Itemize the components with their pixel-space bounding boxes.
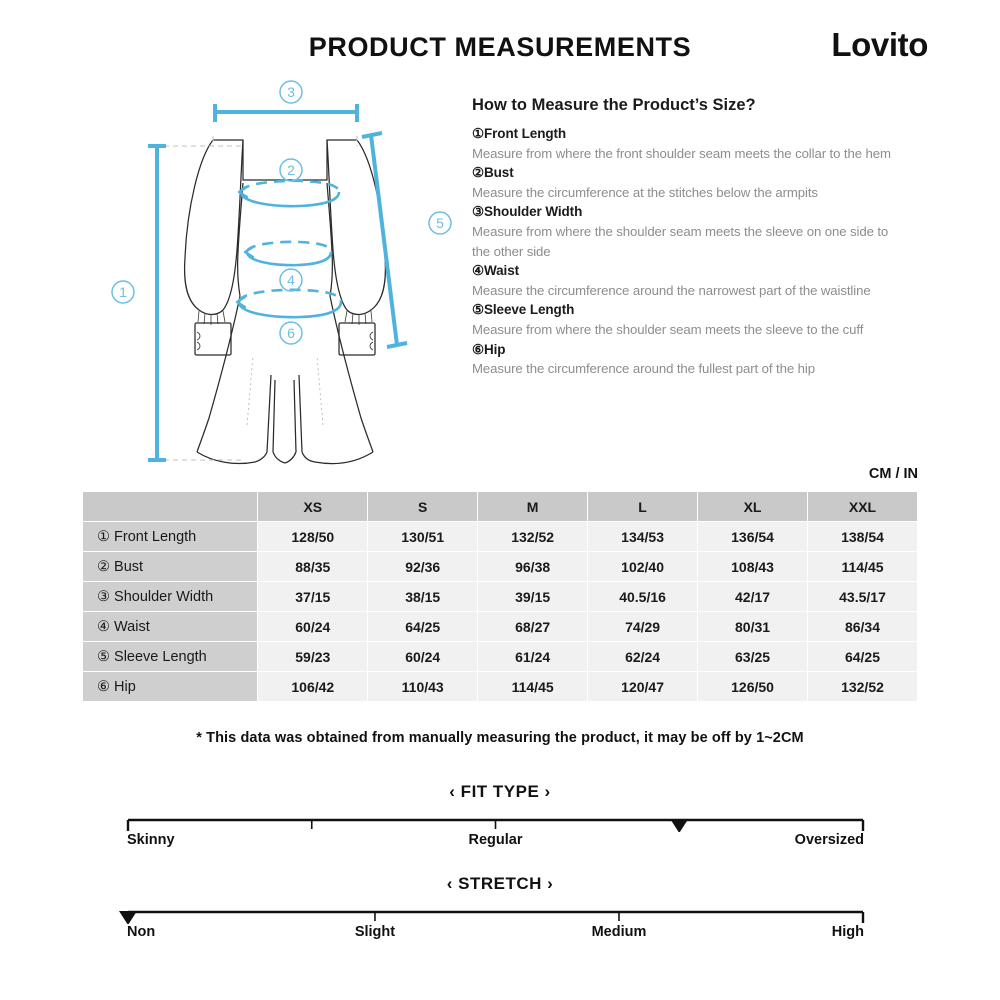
svg-text:3: 3 (287, 84, 295, 100)
size-table-row (83, 582, 917, 611)
size-table-row (83, 642, 917, 671)
stretch-label: Slight (354, 924, 396, 940)
measurement-overlay (112, 81, 451, 460)
svg-text:4: 4 (287, 272, 295, 288)
measurement-cell: 134/53 (588, 522, 697, 551)
hem-scallop-4 (285, 452, 296, 463)
measurement-cell: 120/47 (588, 672, 697, 701)
dress-illustration (95, 80, 475, 470)
marker-2 (280, 159, 302, 181)
how-to-term: ⑥Hip (472, 341, 506, 357)
measurement-cell: 108/43 (698, 552, 807, 581)
measurement-cell: 96/38 (478, 552, 587, 581)
size-table-row (83, 522, 917, 551)
godet-seam-3 (294, 380, 296, 452)
measurement-cell: 64/25 (808, 642, 917, 671)
right-cuff (339, 323, 375, 355)
shoulder-width-dimension (215, 104, 357, 122)
stretch-marker (119, 911, 137, 924)
measurement-cell: 132/52 (808, 672, 917, 701)
waist-dimension (245, 242, 331, 265)
fit-type-title: ‹ FIT TYPE › (449, 782, 551, 801)
how-to-description: Measure the circumference around the narrowest part of the waistline (472, 282, 871, 298)
measurement-cell: 59/23 (258, 642, 367, 671)
measurement-row-label: ① Front Length (83, 522, 257, 551)
stretch-label: Medium (591, 924, 647, 940)
left-cuff (195, 323, 231, 355)
measurement-cell: 132/52 (478, 522, 587, 551)
how-to-measure-title: How to Measure the Product’s Size? (472, 96, 756, 114)
hip-dimension (237, 290, 341, 317)
hem-scallop-3 (273, 452, 285, 463)
measurement-cell: 106/42 (258, 672, 367, 701)
how-to-description: Measure from where the front shoulder seam meets the collar to the hem (472, 145, 891, 161)
measurement-cell: 136/54 (698, 522, 807, 551)
stretch-title: ‹ STRETCH › (446, 874, 554, 893)
fit-type-labels (0, 832, 1000, 854)
measurement-cell: 64/25 (368, 612, 477, 641)
measurement-disclaimer: * This data was obtained from manually measuring the product, it may be off by 1~2CM (196, 730, 804, 746)
measurement-cell: 86/34 (808, 612, 917, 641)
bust-dimension (239, 181, 339, 206)
measurement-cell: 37/15 (258, 582, 367, 611)
how-to-measure-list (472, 124, 897, 379)
size-table-header-row (83, 492, 917, 521)
godet-seam-2 (273, 380, 275, 452)
fit-type-axis (0, 802, 1000, 832)
hem-scallop-2 (255, 452, 267, 462)
measurement-cell: 102/40 (588, 552, 697, 581)
measurement-cell: 114/45 (478, 672, 587, 701)
svg-text:2: 2 (287, 162, 295, 178)
measurement-cell: 61/24 (478, 642, 587, 671)
size-table-body (83, 522, 917, 701)
size-column-header: L (588, 492, 697, 521)
measurement-cell: 60/24 (368, 642, 477, 671)
how-to-description: Measure the circumference around the fullest part of the hip (472, 361, 815, 377)
stretch-label: Non (127, 924, 156, 940)
measurement-cell: 138/54 (808, 522, 917, 551)
brand-logo: Lovito (831, 26, 928, 63)
measurement-cell: 39/15 (478, 582, 587, 611)
how-to-description: Measure from where the shoulder seam meets the sleeve on one side to the other side (472, 223, 889, 259)
how-to-term: ④Waist (472, 263, 520, 279)
measurement-cell: 60/24 (258, 612, 367, 641)
stretch-label: High (831, 924, 864, 940)
measurement-cell: 38/15 (368, 582, 477, 611)
measurement-cell: 42/17 (698, 582, 807, 611)
how-to-term: ⑤Sleeve Length (472, 302, 575, 318)
stretch-track (0, 894, 1000, 924)
how-to-term: ①Front Length (472, 126, 567, 141)
stretch-scale (0, 874, 1000, 946)
godet-seam-4 (299, 375, 302, 452)
size-table-head (83, 492, 917, 521)
svg-text:5: 5 (436, 215, 444, 231)
fit-type-marker (670, 819, 688, 832)
measurement-cell: 92/36 (368, 552, 477, 581)
size-table-corner-cell (83, 492, 257, 521)
measurement-row-label: ② Bust (83, 552, 257, 581)
marker-4 (280, 269, 302, 291)
size-table (82, 491, 918, 702)
hem-scallop-6 (315, 452, 373, 464)
garment-diagram (95, 80, 475, 470)
skirt-left-edge (197, 296, 240, 452)
measurement-cell: 40.5/16 (588, 582, 697, 611)
skirt-right-edge (330, 296, 373, 452)
measurement-cell: 74/29 (588, 612, 697, 641)
dress-outline-group (185, 140, 386, 464)
how-to-term: ③Shoulder Width (472, 204, 583, 220)
right-cuff-buttons (370, 332, 373, 340)
measurement-row-label: ⑤ Sleeve Length (83, 642, 257, 671)
how-to-measure-panel (472, 96, 897, 379)
left-sleeve-path (185, 140, 243, 315)
diagram-markers (112, 81, 451, 344)
size-column-header: S (368, 492, 477, 521)
hem-scallop-5 (302, 452, 315, 462)
fit-type-label: Skinny (127, 832, 175, 848)
fit-type-track (0, 802, 1000, 832)
hem-scallop-1 (197, 452, 255, 464)
measurement-cell: 88/35 (258, 552, 367, 581)
size-column-header: XXL (808, 492, 917, 521)
fit-type-label: Regular (468, 832, 523, 848)
stretch-labels (0, 924, 1000, 946)
fit-type-label: Oversized (794, 832, 864, 848)
measurement-row-label: ③ Shoulder Width (83, 582, 257, 611)
size-table-row (83, 672, 917, 701)
marker-1 (112, 281, 134, 303)
measurement-cell: 63/25 (698, 642, 807, 671)
size-column-header: M (478, 492, 587, 521)
how-to-description: Measure from where the shoulder seam meets the sleeve to the cuff (472, 321, 864, 337)
godet-seam-1 (267, 375, 271, 452)
measurement-cell: 130/51 (368, 522, 477, 551)
measurement-row-label: ⑥ Hip (83, 672, 257, 701)
measurement-cell: 114/45 (808, 552, 917, 581)
measurement-cell: 80/31 (698, 612, 807, 641)
size-column-header: XS (258, 492, 367, 521)
measurement-cell: 62/24 (588, 642, 697, 671)
skirt-drape-lines (247, 356, 323, 425)
svg-text:1: 1 (119, 284, 127, 300)
size-table-row (83, 552, 917, 581)
marker-3 (280, 81, 302, 103)
stretch-axis (0, 894, 1000, 924)
front-length-dimension (148, 146, 166, 460)
fit-type-scale (0, 782, 1000, 854)
measurement-cell: 68/27 (478, 612, 587, 641)
marker-6 (280, 322, 302, 344)
measurement-cell: 43.5/17 (808, 582, 917, 611)
page-title: PRODUCT MEASUREMENTS (308, 32, 692, 62)
marker-5 (429, 212, 451, 234)
measurement-row-label: ④ Waist (83, 612, 257, 641)
measurement-cell: 110/43 (368, 672, 477, 701)
how-to-term: ②Bust (472, 165, 514, 181)
size-column-header: XL (698, 492, 807, 521)
left-cuff-buttons (197, 332, 200, 340)
size-table-row (83, 612, 917, 641)
units-label: CM / IN (868, 466, 918, 482)
svg-text:6: 6 (287, 325, 295, 341)
how-to-description: Measure the circumference at the stitches below the armpits (472, 184, 818, 200)
measurement-cell: 126/50 (698, 672, 807, 701)
measurement-cell: 128/50 (258, 522, 367, 551)
